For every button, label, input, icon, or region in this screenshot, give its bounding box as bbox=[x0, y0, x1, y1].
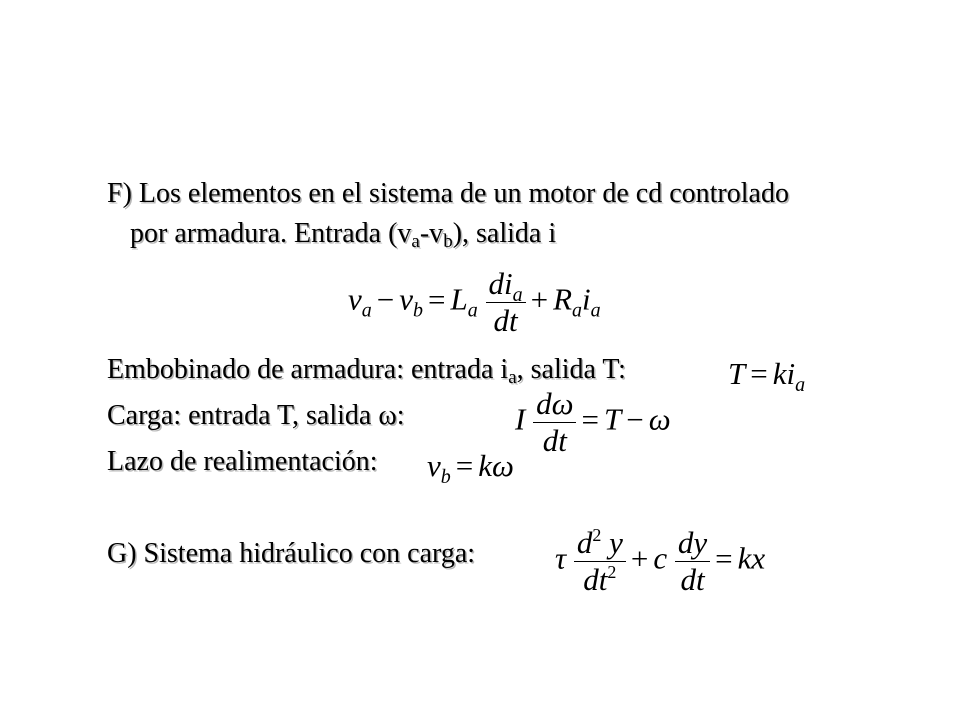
section-f-line-1: F) Los elementos en el sistema de un motor de cd controlado bbox=[107, 178, 789, 209]
equation-armature-circuit: $v_a - v_b = L_a$ $\frac{di_a}{dt}$ + $R_ai_a$ bbox=[348, 266, 601, 338]
section-f-line-2: por armadura. Entrada $(v_a-v_b)$, salida i bbox=[130, 218, 557, 252]
armature-winding-label: Embobinado de armadura: entrada $i_a$, salida T: bbox=[107, 354, 626, 388]
equation-torque: $T = ki_a$ bbox=[728, 356, 806, 396]
feedback-loop-label: Lazo de realimentación: bbox=[107, 446, 378, 477]
section-g-label: G) Sistema hidráulico con carga: bbox=[107, 538, 476, 569]
equation-hydraulic-system: τ $\frac{d^2 y}{dt^2}$ + c $\frac{dy}{dt}$ = kx bbox=[555, 525, 766, 597]
load-label: Carga: entrada T, salida ω: bbox=[107, 400, 405, 431]
equation-feedback: $v_b = k\omega$ bbox=[427, 448, 514, 488]
equation-load: I $\frac{d\omega}{dt}$ = T − ω bbox=[515, 386, 671, 458]
